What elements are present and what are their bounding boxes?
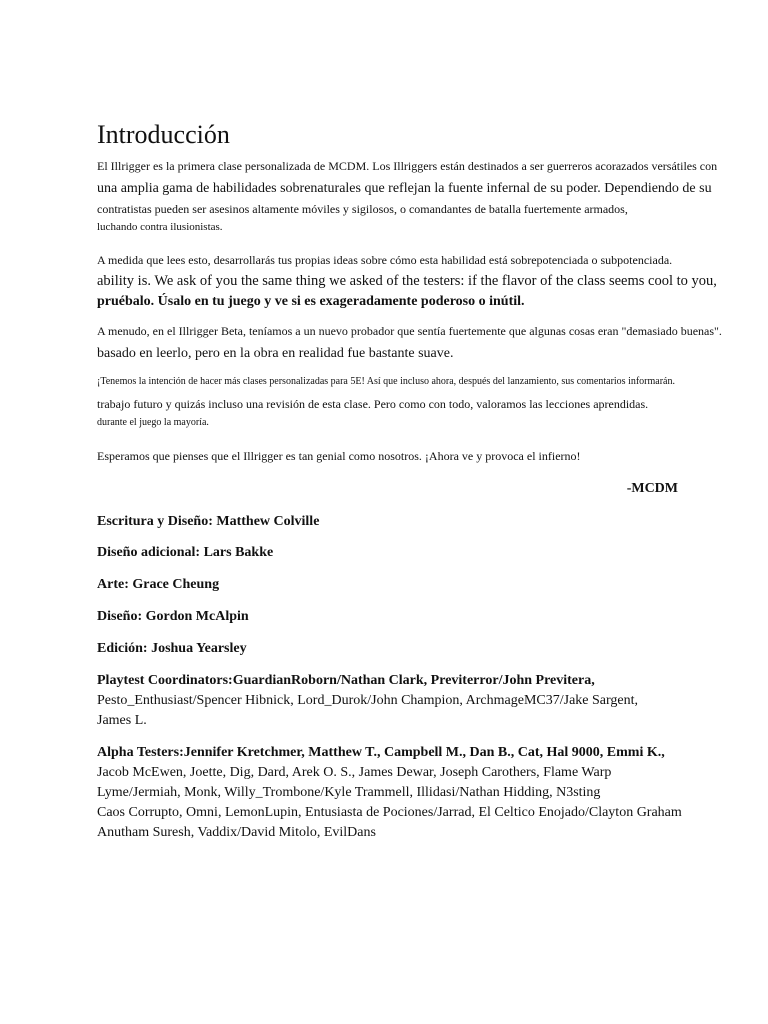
playtest-line-2: Pesto_Enthusiast/Spencer Hibnick, Lord_Durok/John Champion, ArchmageMC37/Jake Sargent,	[97, 693, 639, 708]
credit-layout: Diseño: Gordon McAlpin	[97, 609, 249, 624]
p2-line-2: ability is. We ask of you the same thing we asked of the testers: if the flavor of the class seems cool to you,	[97, 273, 717, 289]
intro-line-1: El Illrigger es la primera clase personalizada de MCDM. Los Illriggers están destinados a ser guerreros acorazados versátiles con	[97, 159, 718, 173]
alpha-line-3: Lyme/Jermiah, Monk, Willy_Trombone/Kyle Trammell, Illidasi/Nathan Hidding, N3sting	[97, 785, 601, 800]
playtest-line-1: Playtest Coordinators:GuardianRoborn/Nathan Clark, Previterror/John Previtera,	[97, 673, 595, 688]
alpha-line-5: Anutham Suresh, Vaddix/David Mitolo, EvilDans	[97, 825, 376, 840]
credit-additional-design: Diseño adicional: Lars Bakke	[97, 545, 274, 560]
playtest-line-3: James L.	[97, 713, 147, 728]
intro-line-2: una amplia gama de habilidades sobrenaturales que reflejan la fuente infernal de su poder. Dependiendo de su	[97, 181, 712, 196]
p2-line-1: A medida que lees esto, desarrollarás tus propias ideas sobre cómo esta habilidad está sobrepotenciada o subpotenciada.	[97, 253, 673, 267]
p3-line-2: basado en leerlo, pero en la obra en realidad fue bastante suave.	[97, 346, 454, 361]
credit-art: Arte: Grace Cheung	[97, 577, 220, 592]
alpha-line-2: Jacob McEwen, Joette, Dig, Dard, Arek O. S., James Dewar, Joseph Carothers, Flame Warp	[97, 765, 612, 780]
alpha-line-4: Caos Corrupto, Omni, LemonLupin, Entusiasta de Pociones/Jarrad, El Celtico Enojado/Clayton Graham	[97, 805, 682, 820]
p3-line-1: A menudo, en el Illrigger Beta, teníamos a un nuevo probador que sentía fuertemente que algunas cosas eran "demasiado buenas".	[97, 324, 722, 338]
signature: -MCDM	[626, 481, 678, 496]
credit-editing: Edición: Joshua Yearsley	[97, 641, 247, 656]
p2-line-3: pruébalo. Úsalo en tu juego y ve si es exageradamente poderoso o inútil.	[97, 294, 525, 309]
p5-text: Esperamos que pienses que el Illrigger es tan genial como nosotros. ¡Ahora ve y provoca el infierno!	[97, 449, 581, 463]
intro-line-4: luchando contra ilusionistas.	[97, 221, 223, 233]
page-title: Introducción	[97, 120, 230, 149]
alpha-line-1: Alpha Testers:Jennifer Kretchmer, Matthew T., Campbell M., Dan B., Cat, Hal 9000, Emmi K.,	[97, 745, 665, 760]
intro-line-3: contratistas pueden ser asesinos altamente móviles y sigilosos, o comandantes de batalla fuertemente armados,	[97, 202, 628, 216]
p4-line-1: ¡Tenemos la intención de hacer más clases personalizadas para 5E! Así que incluso ahora, después del lanzamiento, sus comentarios informarán.	[97, 376, 675, 387]
p4-line-3: durante el juego la mayoría.	[97, 417, 209, 428]
credit-writing-design: Escritura y Diseño: Matthew Colville	[97, 514, 320, 529]
p4-line-2: trabajo futuro y quizás incluso una revisión de esta clase. Pero como con todo, valoramos las lecciones aprendidas.	[97, 397, 649, 411]
